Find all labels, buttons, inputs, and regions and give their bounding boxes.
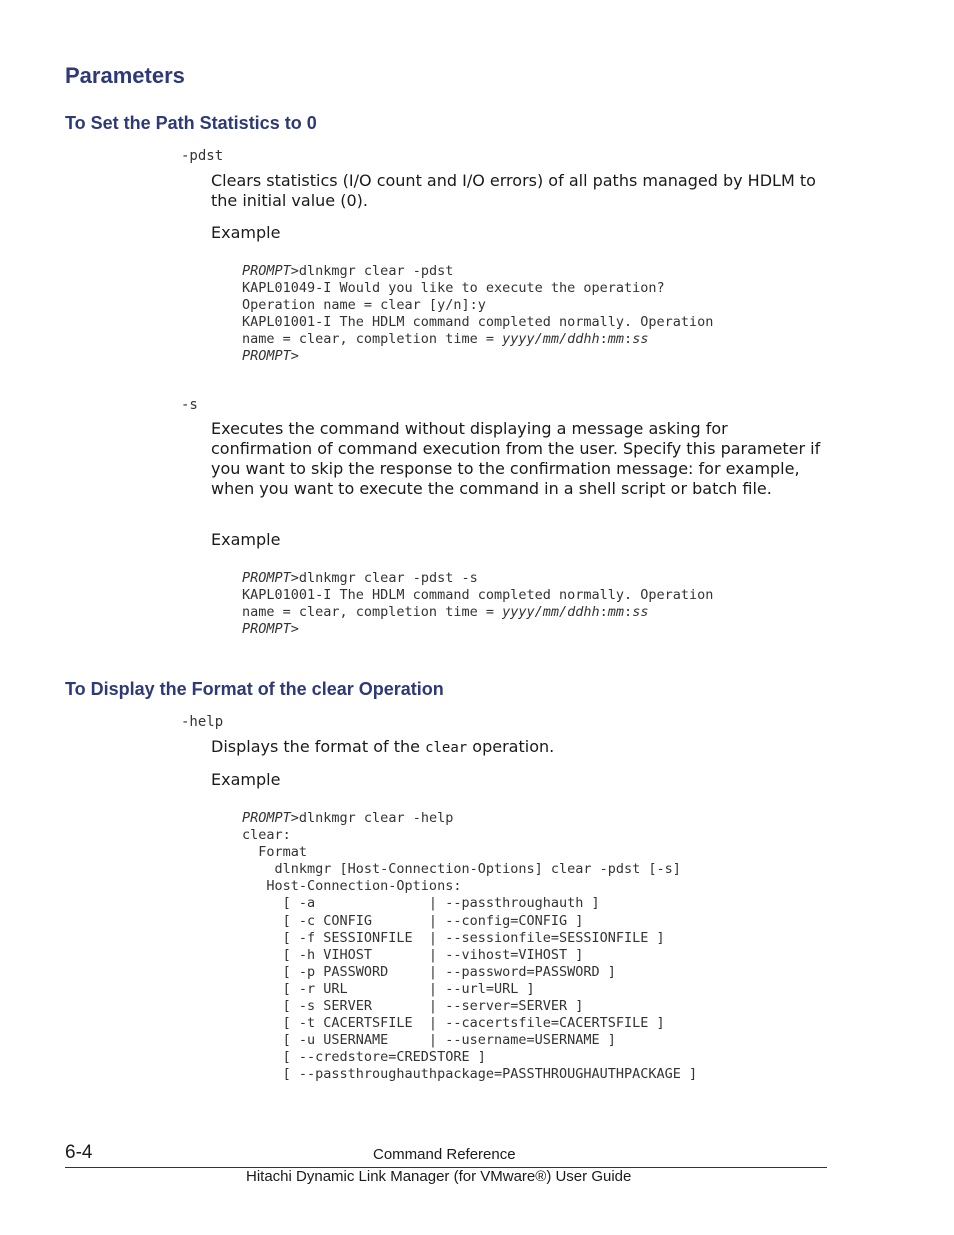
code-line: name = clear, completion time = yyyy/mm/ddhh:mm:ss (242, 331, 649, 348)
code-line: [ --credstore=CREDSTORE ] (242, 1049, 486, 1066)
example-label-help: Example (211, 770, 281, 789)
time-placeholder: hh (583, 604, 600, 621)
code-line: [ -f SESSIONFILE | --sessionfile=SESSIONFILE ] (242, 929, 665, 946)
param-description-pdst: Clears statistics (I/O count and I/O errors) of all paths managed by HDLM to the initial value (0). (211, 171, 816, 210)
code-line: PROMPT>dlnkmgr clear -pdst -s (242, 570, 478, 586)
prompt-placeholder: PROMPT (242, 621, 291, 638)
code-line: [ -t CACERTSFILE | --cacertsfile=CACERTSFILE ] (242, 1015, 665, 1032)
code-line: [ -h VIHOST | --vihost=VIHOST ] (242, 946, 584, 963)
page-heading: Parameters (65, 63, 185, 88)
example-label-pdst: Example (211, 223, 281, 242)
time-placeholder: ss (632, 331, 649, 348)
time-placeholder: yyyy/mm/dd (502, 331, 584, 348)
code-line: [ -p PASSWORD | --password=PASSWORD ] (242, 963, 616, 980)
code-line: PROMPT> (242, 348, 299, 365)
page-number: 6-4 (65, 1142, 93, 1163)
param-name-s: -s (181, 397, 198, 413)
prompt-placeholder: PROMPT (242, 570, 291, 586)
footer-book-title: Hitachi Dynamic Link Manager (for VMware®) User Guide (246, 1168, 632, 1185)
code-line: Format (242, 844, 308, 861)
time-placeholder: yyyy/mm/dd (502, 604, 584, 621)
code-line: name = clear, completion time = yyyy/mm/ddhh:mm:ss (242, 604, 649, 621)
param-name-help: -help (181, 714, 224, 730)
example-label-s: Example (211, 530, 281, 549)
code-line: [ -r URL | --url=URL ] (242, 980, 535, 997)
prompt-placeholder: PROMPT (242, 348, 291, 365)
code-line: [ -c CONFIG | --config=CONFIG ] (242, 912, 584, 929)
code-line: Operation name = clear [y/n]:y (242, 297, 486, 314)
param-name-pdst: -pdst (181, 148, 224, 164)
code-line: [ -u USERNAME | --username=USERNAME ] (242, 1032, 616, 1049)
inline-code-clear: clear (425, 740, 468, 756)
prompt-placeholder: PROMPT (242, 263, 291, 279)
code-line: PROMPT>dlnkmgr clear -help (242, 810, 454, 826)
code-line: KAPL01001-I The HDLM command completed normally. Operation (242, 587, 714, 604)
time-placeholder: mm (607, 604, 625, 621)
code-line: PROMPT> (242, 621, 299, 638)
param-description-help: Displays the format of the clear operation. (211, 737, 555, 756)
code-line: dlnkmgr [Host-Connection-Options] clear -pdst [-s] (242, 861, 681, 878)
code-line: [ -a | --passthroughauth ] (242, 895, 600, 912)
section-title-help-format: To Display the Format of the clear Operation (65, 679, 444, 699)
code-line: PROMPT>dlnkmgr clear -pdst (242, 263, 454, 279)
footer-chapter: Command Reference (373, 1146, 516, 1163)
time-placeholder: hh (583, 331, 600, 348)
code-line: clear: (242, 827, 291, 844)
prompt-placeholder: PROMPT (242, 810, 291, 826)
code-line: [ --passthroughauthpackage=PASSTHROUGHAUTHPACKAGE ] (242, 1066, 698, 1083)
code-block-pdst (242, 263, 713, 366)
time-placeholder: mm (607, 331, 625, 348)
code-line: KAPL01001-I The HDLM command completed normally. Operation (242, 314, 714, 331)
param-description-s: Executes the command without displaying a message asking for confirmation of command execution from the user. Specify this parameter if you want to skip the response to the confirmation message: for example, when you want to execute the command in a shell script or batch file. (211, 419, 821, 498)
time-placeholder: ss (632, 604, 649, 621)
code-line: Host-Connection-Options: (242, 878, 462, 895)
code-line: [ -s SERVER | --server=SERVER ] (242, 998, 584, 1015)
code-line: KAPL01049-I Would you like to execute the operation? (242, 280, 665, 297)
section-title-path-statistics: To Set the Path Statistics to 0 (65, 113, 317, 133)
code-block-help (242, 810, 697, 1084)
code-block-s (242, 570, 713, 638)
